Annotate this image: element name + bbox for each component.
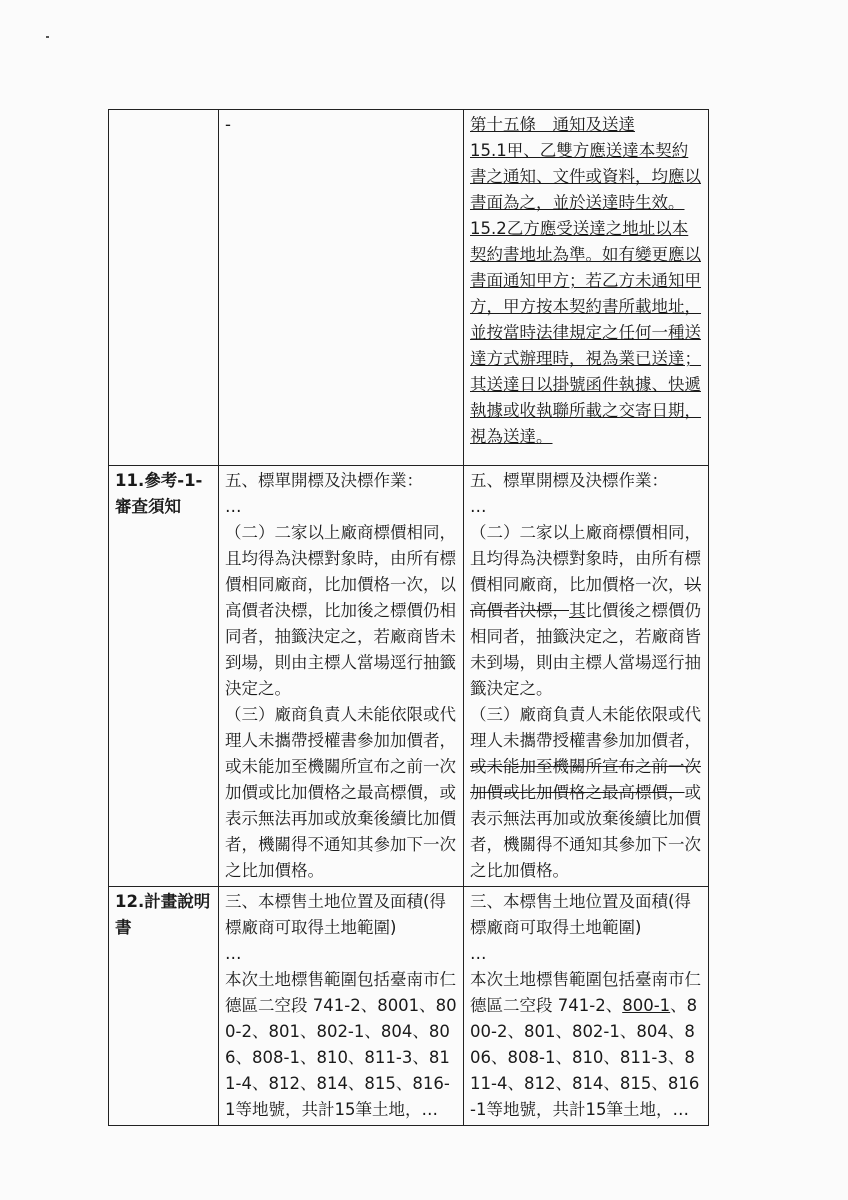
paragraph: 五、標單開標及決標作業：	[225, 471, 423, 490]
revised-text-cell	[464, 110, 709, 466]
scan-speck	[46, 36, 49, 38]
table-row	[109, 110, 709, 466]
table-row	[109, 466, 709, 887]
paragraph: （二）二家以上廠商標價相同，且均得為決標對象時，由所有標價相同廠商，比加價格一次，以高價者決標，比加後之標價仍相同者，抽籤決定之，若廠商皆未到場，則由主標人當場逕行抽籤決定之。	[225, 523, 456, 698]
paragraph: …	[470, 497, 487, 516]
revised-text-cell	[464, 887, 709, 1126]
paragraph: （二）二家以上廠商標價相同，且均得為決標對象時，由所有標價相同廠商，比加價格一次，以高價者決標，其比價後之標價仍相同者，抽籤決定之，若廠商皆未到場，則由主標人當場逕行抽籤決定之。	[470, 523, 701, 698]
paragraph: 本次土地標售範圍包括臺南市仁德區二空段 741-2、8001、800-2、801、802-1、804、806、808-1、810、811-3、811-4、812、814、815、816-1等地號，共計15筆土地，…	[225, 970, 457, 1119]
inserted-text: 其	[569, 601, 586, 620]
original-text-cell	[219, 466, 464, 887]
original-text-cell	[219, 887, 464, 1126]
revised-text-cell	[464, 466, 709, 887]
paragraph: 三、本標售土地位置及面積(得標廠商可取得土地範圍)	[225, 892, 446, 937]
paragraph: （三）廠商負責人未能依限或代理人未攜帶授權書參加加價者，或未能加至機關所宣布之前一次加價或比加價格之最高標價，或表示無法再加或放棄後續比加價者，機關得不通知其參加下一次之比加價格。	[225, 705, 456, 880]
deleted-text: 以高價者決標，	[470, 575, 701, 620]
table-row	[109, 887, 709, 1126]
deleted-text: 或未能加至機關所宣布之前一次加價或比加價格之最高標價，	[470, 757, 701, 802]
paragraph: 三、本標售土地位置及面積(得標廠商可取得土地範圍)	[470, 892, 691, 937]
inserted-paragraph: 第十五條 通知及送達	[470, 115, 635, 134]
paragraph: （三）廠商負責人未能依限或代理人未攜帶授權書參加加價者，或未能加至機關所宣布之前一次加價或比加價格之最高標價，或表示無法再加或放棄後續比加價者，機關得不通知其參加下一次之比加價格。	[470, 705, 701, 880]
paragraph: 本次土地標售範圍包括臺南市仁德區二空段 741-2、800-1、800-2、801、802-1、804、806、808-1、810、811-3、811-4、812、814、815、816-1等地號，共計15筆土地，…	[470, 970, 701, 1119]
inserted-text: 800-1	[622, 996, 671, 1015]
category-cell: 11.參考-1-審查須知	[109, 466, 219, 887]
inserted-paragraph: 15.1甲、乙雙方應送達本契約書之通知、文件或資料，均應以書面為之，並於送達時生效。	[470, 141, 701, 212]
category-cell: 12.計畫說明書	[109, 887, 219, 1126]
paragraph: …	[225, 497, 242, 516]
category-cell	[109, 110, 219, 466]
paragraph: 五、標單開標及決標作業：	[470, 471, 668, 490]
inserted-paragraph: 15.2乙方應受送達之地址以本契約書地址為準。如有變更應以書面通知甲方；若乙方未通知甲方，甲方按本契約書所載地址，並按當時法律規定之任何一種送達方式辦理時，視為業已送達；其送達日以掛號函件執據、快遞執據或收執聯所載之交寄日期，視為送達。	[470, 219, 701, 446]
amendment-comparison-table	[108, 109, 709, 1126]
paragraph: …	[225, 944, 242, 963]
paragraph: …	[470, 944, 487, 963]
original-text-cell	[219, 110, 464, 466]
paragraph: -	[225, 115, 231, 134]
